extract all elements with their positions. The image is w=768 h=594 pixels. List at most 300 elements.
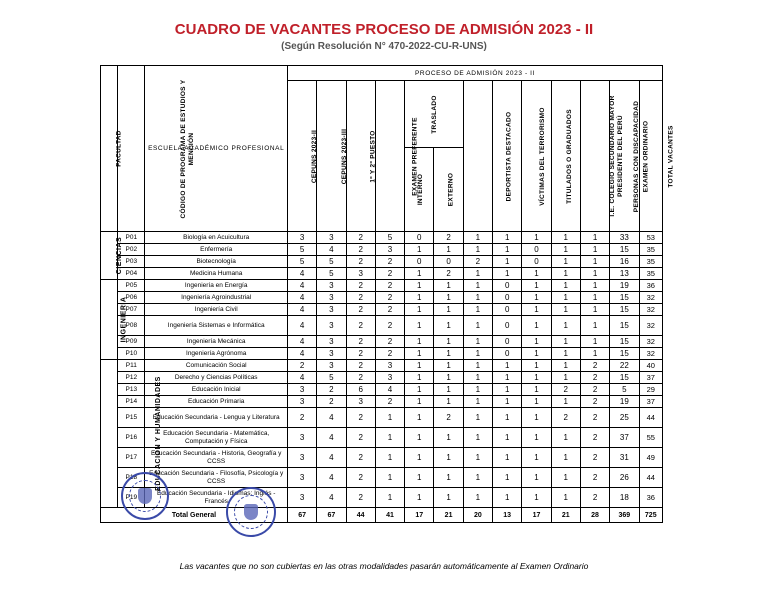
- value-cell: 3: [287, 232, 316, 244]
- value-cell: 1: [493, 268, 522, 280]
- value-cell: 3: [287, 488, 316, 508]
- value-cell: 1: [405, 316, 434, 336]
- value-cell: 1: [405, 396, 434, 408]
- value-cell: 1: [493, 428, 522, 448]
- value-cell: 0: [522, 256, 551, 268]
- value-cell: 4: [287, 336, 316, 348]
- program-name: Biología en Acuicultura: [145, 232, 287, 244]
- value-cell: 1: [522, 468, 551, 488]
- value-cell: 2: [375, 348, 404, 360]
- total-cell: 55: [639, 428, 663, 448]
- table-row: [101, 372, 663, 384]
- value-cell: 5: [287, 244, 316, 256]
- value-cell: 1: [463, 468, 492, 488]
- value-cell: 1: [580, 232, 609, 244]
- value-cell: 1: [493, 448, 522, 468]
- program-code: P05: [118, 280, 145, 292]
- header-escuela: ESCUELA ACADÉMICO PROFESIONAL: [145, 66, 287, 232]
- value-cell: 1: [375, 448, 404, 468]
- value-cell: 19: [610, 280, 639, 292]
- value-cell: 1: [580, 244, 609, 256]
- program-code: P06: [118, 292, 145, 304]
- value-cell: 2: [375, 268, 404, 280]
- value-cell: 5: [375, 232, 404, 244]
- header-col-0: CEPUNS 2023-II: [287, 81, 316, 232]
- page-subtitle: (Según Resolución N° 470-2022-CU-R-UNS): [281, 41, 487, 52]
- header-col-2: 1º Y 2º PUESTO: [346, 81, 375, 232]
- value-cell: 15: [610, 348, 639, 360]
- value-cell: 1: [434, 316, 463, 336]
- value-cell: 2: [346, 372, 375, 384]
- value-cell: 0: [405, 232, 434, 244]
- total-cell: 35: [639, 268, 663, 280]
- value-cell: 1: [551, 396, 580, 408]
- value-cell: 0: [493, 348, 522, 360]
- value-cell: 1: [434, 396, 463, 408]
- value-cell: 1: [405, 488, 434, 508]
- value-cell: 2: [375, 256, 404, 268]
- value-cell: 2: [375, 304, 404, 316]
- value-cell: 1: [551, 316, 580, 336]
- value-cell: 1: [522, 488, 551, 508]
- program-code: P17: [118, 448, 145, 468]
- value-cell: 1: [463, 268, 492, 280]
- value-cell: 1: [522, 448, 551, 468]
- value-cell: 1: [463, 384, 492, 396]
- value-cell: 1: [551, 372, 580, 384]
- table-row: [101, 316, 663, 336]
- value-cell: 2: [580, 396, 609, 408]
- program-name: Medicina Humana: [145, 268, 287, 280]
- table-row: [101, 232, 663, 244]
- value-cell: 1: [522, 348, 551, 360]
- total-cell: 36: [639, 280, 663, 292]
- value-cell: 1: [580, 268, 609, 280]
- value-cell: 1: [463, 428, 492, 448]
- value-cell: 4: [287, 292, 316, 304]
- value-cell: 3: [317, 280, 346, 292]
- header-col-6: DEPORTISTA DESTACADO: [463, 81, 492, 232]
- value-cell: 2: [375, 280, 404, 292]
- value-cell: 1: [405, 348, 434, 360]
- value-cell: 1: [434, 244, 463, 256]
- program-code: P12: [118, 372, 145, 384]
- value-cell: 0: [405, 256, 434, 268]
- total-cell: 32: [639, 316, 663, 336]
- table-row: [101, 360, 663, 372]
- value-cell: 2: [346, 304, 375, 316]
- value-cell: 1: [434, 304, 463, 316]
- total-cell: 32: [639, 336, 663, 348]
- header-col-11: EXAMEN ORDINARIO: [610, 81, 639, 232]
- total-value-cell: 44: [346, 508, 375, 523]
- header-col-1: CEPUNS 2023-III: [317, 81, 346, 232]
- value-cell: 2: [434, 268, 463, 280]
- value-cell: 1: [463, 292, 492, 304]
- value-cell: 3: [287, 448, 316, 468]
- value-cell: 2: [346, 336, 375, 348]
- value-cell: 4: [317, 488, 346, 508]
- value-cell: 1: [522, 316, 551, 336]
- value-cell: 1: [522, 396, 551, 408]
- total-cell: 49: [639, 448, 663, 468]
- total-value-cell: 17: [522, 508, 551, 523]
- value-cell: 1: [434, 280, 463, 292]
- value-cell: 1: [522, 336, 551, 348]
- value-cell: 2: [346, 244, 375, 256]
- total-cell: 36: [639, 488, 663, 508]
- value-cell: 1: [434, 488, 463, 508]
- faculty-cell: EDUCACIÓN Y HUMANIDADES: [101, 360, 118, 508]
- value-cell: 1: [580, 256, 609, 268]
- value-cell: 2: [580, 488, 609, 508]
- university-seal-icon: [121, 472, 169, 520]
- value-cell: 1: [463, 316, 492, 336]
- value-cell: 3: [317, 336, 346, 348]
- value-cell: 1: [405, 304, 434, 316]
- program-name: Comunicación Social: [145, 360, 287, 372]
- value-cell: 25: [610, 408, 639, 428]
- value-cell: 4: [287, 280, 316, 292]
- total-value-cell: 67: [317, 508, 346, 523]
- table-row: [101, 244, 663, 256]
- header-col-5: EXTERNO: [434, 148, 463, 232]
- value-cell: 1: [463, 396, 492, 408]
- table-row: [101, 336, 663, 348]
- value-cell: 1: [551, 268, 580, 280]
- value-cell: 1: [434, 372, 463, 384]
- value-cell: 3: [287, 396, 316, 408]
- value-cell: 1: [580, 292, 609, 304]
- value-cell: 1: [434, 384, 463, 396]
- header-col-3: EXAMEN PREFERENTE: [375, 81, 404, 232]
- total-value-cell: 28: [580, 508, 609, 523]
- value-cell: 2: [580, 372, 609, 384]
- program-name: Educación Secundaria - Lengua y Literatura: [145, 408, 287, 428]
- value-cell: 5: [317, 256, 346, 268]
- value-cell: 4: [287, 268, 316, 280]
- value-cell: 1: [375, 488, 404, 508]
- program-code: P01: [118, 232, 145, 244]
- value-cell: 2: [346, 280, 375, 292]
- header-proceso: PROCESO DE ADMISIÓN 2023 - II: [287, 66, 662, 81]
- total-cell: 40: [639, 360, 663, 372]
- header-codigo: CÓDIGO DE PROGRAMA DE ESTUDIOS Y MENCIÓN: [118, 66, 145, 232]
- value-cell: 1: [405, 336, 434, 348]
- program-code: P15: [118, 408, 145, 428]
- value-cell: 0: [493, 280, 522, 292]
- value-cell: 1: [463, 336, 492, 348]
- value-cell: 3: [317, 304, 346, 316]
- program-code: P07: [118, 304, 145, 316]
- value-cell: 1: [551, 280, 580, 292]
- value-cell: 1: [463, 488, 492, 508]
- table-row: [101, 280, 663, 292]
- value-cell: 1: [522, 304, 551, 316]
- value-cell: 1: [493, 468, 522, 488]
- total-value-cell: 41: [375, 508, 404, 523]
- value-cell: 1: [434, 468, 463, 488]
- value-cell: 1: [522, 372, 551, 384]
- table-row: [101, 408, 663, 428]
- program-code: P10: [118, 348, 145, 360]
- value-cell: 3: [346, 396, 375, 408]
- program-name: Educación Secundaria - Filosofía, Psicología y CCSS: [145, 468, 287, 488]
- value-cell: 19: [610, 396, 639, 408]
- value-cell: 15: [610, 336, 639, 348]
- value-cell: 1: [493, 256, 522, 268]
- value-cell: 1: [551, 244, 580, 256]
- value-cell: 3: [317, 316, 346, 336]
- value-cell: 1: [551, 348, 580, 360]
- value-cell: 0: [493, 336, 522, 348]
- value-cell: 1: [493, 408, 522, 428]
- value-cell: 1: [580, 280, 609, 292]
- value-cell: 2: [317, 384, 346, 396]
- value-cell: 1: [405, 468, 434, 488]
- value-cell: 2: [551, 384, 580, 396]
- value-cell: 2: [580, 428, 609, 448]
- header-col-8: TITULADOS O GRADUADOS: [522, 81, 551, 232]
- value-cell: 2: [346, 256, 375, 268]
- value-cell: 2: [580, 448, 609, 468]
- value-cell: 1: [522, 428, 551, 448]
- value-cell: 1: [463, 244, 492, 256]
- header-col-10: PERSONAS CON DISCAPACIDAD: [580, 81, 609, 232]
- value-cell: 0: [434, 256, 463, 268]
- program-code: P08: [118, 316, 145, 336]
- value-cell: 15: [610, 316, 639, 336]
- value-cell: 15: [610, 244, 639, 256]
- program-code: P09: [118, 336, 145, 348]
- value-cell: 2: [580, 468, 609, 488]
- value-cell: 1: [434, 336, 463, 348]
- value-cell: 1: [551, 448, 580, 468]
- total-cell: 37: [639, 372, 663, 384]
- value-cell: 1: [551, 232, 580, 244]
- value-cell: 1: [463, 280, 492, 292]
- program-code: P16: [118, 428, 145, 448]
- value-cell: 1: [375, 468, 404, 488]
- value-cell: 1: [493, 488, 522, 508]
- value-cell: 1: [551, 304, 580, 316]
- program-name: Ingeniería Agrónoma: [145, 348, 287, 360]
- value-cell: 13: [610, 268, 639, 280]
- value-cell: 5: [317, 372, 346, 384]
- value-cell: 3: [375, 360, 404, 372]
- value-cell: 4: [375, 384, 404, 396]
- value-cell: 33: [610, 232, 639, 244]
- header-col-7: VÍCTIMAS DEL TERRORISMO: [493, 81, 522, 232]
- value-cell: 1: [405, 408, 434, 428]
- program-code: P04: [118, 268, 145, 280]
- value-cell: 5: [317, 268, 346, 280]
- value-cell: 2: [346, 448, 375, 468]
- table-row: [101, 488, 663, 508]
- value-cell: 1: [580, 336, 609, 348]
- program-name: Ingeniería Sistemas e Informática: [145, 316, 287, 336]
- value-cell: 15: [610, 304, 639, 316]
- value-cell: 31: [610, 448, 639, 468]
- value-cell: 2: [580, 360, 609, 372]
- program-code: P02: [118, 244, 145, 256]
- value-cell: 2: [346, 292, 375, 304]
- program-code: P14: [118, 396, 145, 408]
- value-cell: 2: [346, 408, 375, 428]
- value-cell: 2: [287, 408, 316, 428]
- total-value-cell: 21: [551, 508, 580, 523]
- total-value-cell: 21: [434, 508, 463, 523]
- value-cell: 4: [317, 244, 346, 256]
- value-cell: 2: [580, 408, 609, 428]
- value-cell: 2: [346, 488, 375, 508]
- program-name: Educación Inicial: [145, 384, 287, 396]
- value-cell: 3: [375, 372, 404, 384]
- value-cell: 1: [434, 428, 463, 448]
- value-cell: 1: [405, 360, 434, 372]
- header-facultad: FACULTAD: [101, 66, 118, 232]
- value-cell: 1: [522, 408, 551, 428]
- value-cell: 1: [405, 292, 434, 304]
- value-cell: 1: [551, 428, 580, 448]
- total-cell: 32: [639, 348, 663, 360]
- value-cell: 2: [346, 348, 375, 360]
- table-row: [101, 448, 663, 468]
- value-cell: 1: [522, 384, 551, 396]
- program-name: Derecho y Ciencias Políticas: [145, 372, 287, 384]
- value-cell: 2: [551, 408, 580, 428]
- value-cell: 1: [405, 244, 434, 256]
- value-cell: 1: [375, 408, 404, 428]
- value-cell: 1: [580, 348, 609, 360]
- value-cell: 1: [463, 448, 492, 468]
- program-name: Educación Secundaria - Historia, Geografía y CCSS: [145, 448, 287, 468]
- program-name: Ingeniería Mecánica: [145, 336, 287, 348]
- value-cell: 1: [551, 468, 580, 488]
- value-cell: 1: [405, 384, 434, 396]
- table-row: [101, 268, 663, 280]
- value-cell: 1: [522, 280, 551, 292]
- value-cell: 2: [346, 360, 375, 372]
- total-cell: 29: [639, 384, 663, 396]
- total-value-cell: 67: [287, 508, 316, 523]
- value-cell: 2: [375, 396, 404, 408]
- value-cell: 4: [287, 316, 316, 336]
- value-cell: 2: [375, 336, 404, 348]
- value-cell: 2: [463, 256, 492, 268]
- program-name: Ingeniería Civil: [145, 304, 287, 316]
- value-cell: 1: [522, 292, 551, 304]
- table-row: [101, 384, 663, 396]
- total-cell: 44: [639, 408, 663, 428]
- total-cell: 35: [639, 244, 663, 256]
- program-code: P19: [118, 488, 145, 508]
- value-cell: 1: [580, 304, 609, 316]
- value-cell: 16: [610, 256, 639, 268]
- faculty-cell: INGENIERIA: [101, 280, 118, 360]
- value-cell: 37: [610, 428, 639, 448]
- value-cell: 1: [434, 360, 463, 372]
- value-cell: 22: [610, 360, 639, 372]
- program-name: Ingeniería Agroindustrial: [145, 292, 287, 304]
- total-value-cell: 17: [405, 508, 434, 523]
- value-cell: 3: [317, 232, 346, 244]
- value-cell: 26: [610, 468, 639, 488]
- value-cell: 0: [493, 316, 522, 336]
- program-code: P03: [118, 256, 145, 268]
- value-cell: 1: [522, 232, 551, 244]
- value-cell: 0: [493, 292, 522, 304]
- value-cell: 1: [375, 428, 404, 448]
- value-cell: 1: [580, 316, 609, 336]
- value-cell: 1: [405, 268, 434, 280]
- header-traslado: TRASLADO: [405, 81, 464, 148]
- value-cell: 18: [610, 488, 639, 508]
- value-cell: 1: [493, 360, 522, 372]
- header-col-9: I.E. COLEGIO SECUNDARIO MAYOR PRESIDENTE DEL PERÚ: [551, 81, 580, 232]
- value-cell: 0: [522, 244, 551, 256]
- value-cell: 3: [287, 428, 316, 448]
- value-cell: 4: [317, 408, 346, 428]
- value-cell: 1: [551, 256, 580, 268]
- value-cell: 2: [317, 396, 346, 408]
- total-cell: 37: [639, 396, 663, 408]
- value-cell: 4: [287, 372, 316, 384]
- value-cell: 2: [346, 428, 375, 448]
- value-cell: 2: [287, 360, 316, 372]
- total-value-cell: 13: [493, 508, 522, 523]
- value-cell: 2: [375, 316, 404, 336]
- value-cell: 3: [317, 292, 346, 304]
- value-cell: 2: [580, 384, 609, 396]
- table-row: [101, 468, 663, 488]
- header-col-12: TOTAL VACANTES: [639, 81, 663, 232]
- value-cell: 0: [493, 304, 522, 316]
- value-cell: 1: [551, 292, 580, 304]
- value-cell: 2: [434, 232, 463, 244]
- program-name: Ingeniería en Energía: [145, 280, 287, 292]
- total-value-cell: 20: [463, 508, 492, 523]
- value-cell: 5: [287, 256, 316, 268]
- value-cell: 1: [405, 372, 434, 384]
- total-value-cell: 725: [639, 508, 663, 523]
- value-cell: 1: [493, 372, 522, 384]
- value-cell: 4: [317, 448, 346, 468]
- value-cell: 15: [610, 292, 639, 304]
- value-cell: 2: [375, 292, 404, 304]
- value-cell: 1: [463, 372, 492, 384]
- value-cell: 3: [375, 244, 404, 256]
- program-name: Educación Primaria: [145, 396, 287, 408]
- value-cell: 2: [346, 316, 375, 336]
- value-cell: 2: [346, 232, 375, 244]
- total-value-cell: 369: [610, 508, 639, 523]
- value-cell: 1: [405, 448, 434, 468]
- header-col-4: INTERNO: [405, 148, 434, 232]
- value-cell: 3: [346, 268, 375, 280]
- value-cell: 15: [610, 372, 639, 384]
- table-row: [101, 256, 663, 268]
- table-row: [101, 428, 663, 448]
- value-cell: 1: [551, 360, 580, 372]
- value-cell: 4: [317, 468, 346, 488]
- value-cell: 5: [610, 384, 639, 396]
- program-code: P18: [118, 468, 145, 488]
- value-cell: 3: [317, 348, 346, 360]
- value-cell: 1: [551, 488, 580, 508]
- program-name: Educación Secundaria - Matemática, Computación y Física: [145, 428, 287, 448]
- vacancies-table: [100, 65, 675, 523]
